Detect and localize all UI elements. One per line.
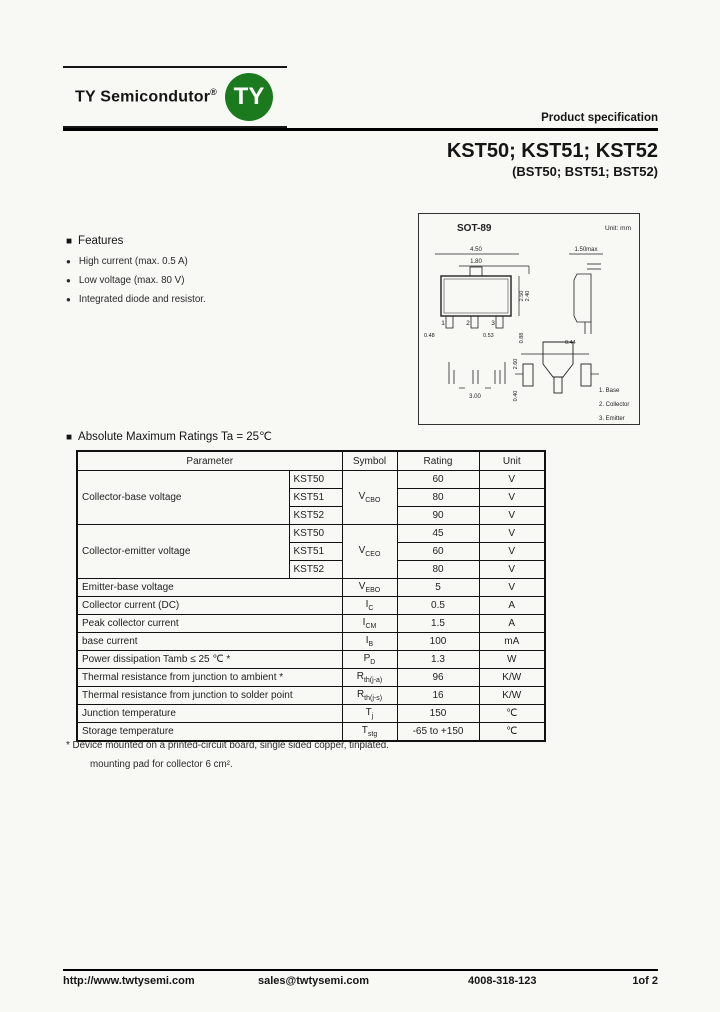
symbol-cell: $I_B$	[342, 633, 397, 651]
feature-item	[66, 290, 206, 309]
symbol-cell: $I_{CM}$	[342, 615, 397, 633]
col-header-unit: Unit	[479, 451, 545, 471]
unit-cell: V	[479, 525, 545, 543]
dim-stand-off: 0.88	[519, 332, 525, 344]
brand-logo-icon: TY	[225, 73, 273, 121]
feature-text: High current (max. 0.5 A)	[78, 256, 188, 267]
symbol-cell: $R_{th(j-s)}$	[342, 687, 397, 705]
header-divider	[63, 128, 658, 131]
symbol-cell: $V_{CBO}$	[342, 471, 397, 525]
brand-logo-box	[63, 66, 287, 128]
dim-pad-width: 0.40	[513, 390, 519, 402]
col-header-parameter: Parameter	[77, 451, 342, 471]
footer-page-number: 1of 2	[632, 975, 658, 987]
variant-cell: KST50	[289, 471, 342, 489]
emitter-pad	[581, 364, 591, 386]
page-title: KST50; KST51; KST52	[446, 140, 658, 162]
table-row	[77, 597, 545, 615]
rating-cell: 0.5	[397, 597, 479, 615]
rating-cell: 80	[397, 489, 479, 507]
brand-name: TY Semicondutor®	[75, 87, 218, 106]
footer-email: sales@twtysemi.com	[258, 975, 369, 987]
footer-phone: 4008-318-123	[468, 975, 537, 987]
legend-collector: 2. Collector	[599, 402, 630, 408]
package-drawing	[419, 214, 639, 424]
rating-cell: 100	[397, 633, 479, 651]
variant-cell: KST51	[289, 543, 342, 561]
table-row	[77, 525, 545, 543]
features-heading: ■ Features	[66, 235, 124, 247]
symbol-cell: $V_{EBO}$	[342, 579, 397, 597]
parameter-cell: base current	[77, 633, 342, 651]
footnote-line-1: * Device mounted on a printed-circuit board, single sided copper, tinplated.	[66, 740, 389, 751]
unit-cell: V	[479, 471, 545, 489]
rating-cell: 80	[397, 561, 479, 579]
footer-divider	[63, 969, 658, 971]
package-body	[441, 276, 511, 316]
bullet-icon: ●	[66, 257, 71, 266]
parameter-cell: Emitter-base voltage	[77, 579, 342, 597]
page-subtitle: (BST50; BST51; BST52)	[512, 164, 658, 179]
parameter-cell: Storage temperature	[77, 723, 342, 742]
product-spec-label: Product specification	[541, 112, 658, 124]
dim-pad-height: 2.60	[513, 358, 519, 370]
ratings-heading: ■ Absolute Maximum Ratings Ta = 25℃	[66, 431, 272, 443]
symbol-cell: $T_j$	[342, 705, 397, 723]
pin-1-label: 1	[441, 320, 445, 327]
parameter-cell: Collector-emitter voltage	[77, 525, 289, 579]
rating-cell: 1.3	[397, 651, 479, 669]
symbol-cell: $V_{CEO}$	[342, 525, 397, 579]
dim-tab-width: 1.80	[470, 259, 482, 265]
rating-cell: 60	[397, 471, 479, 489]
rating-cell: 16	[397, 687, 479, 705]
unit-cell: V	[479, 489, 545, 507]
dim-lead-width-center: 0.53	[483, 333, 494, 339]
table-row	[77, 669, 545, 687]
collector-pad-shape	[543, 342, 573, 377]
col-header-symbol: Symbol	[342, 451, 397, 471]
feature-item	[66, 252, 206, 271]
bullet-icon: ●	[66, 276, 71, 285]
feature-text: Integrated diode and resistor.	[78, 294, 206, 305]
dim-body-height: 2.50	[519, 290, 525, 302]
package-lead-2	[471, 316, 478, 328]
dim-body-width: 4.50	[470, 247, 482, 253]
symbol-cell: $I_C$	[342, 597, 397, 615]
unit-cell: ℃	[479, 723, 545, 742]
pin-2-label: 2	[466, 320, 470, 327]
col-header-rating: Rating	[397, 451, 479, 471]
table-row	[77, 471, 545, 489]
unit-cell: mA	[479, 633, 545, 651]
dim-side-thickness: 1.50max	[574, 247, 598, 253]
registered-mark: ®	[210, 87, 218, 98]
unit-cell: A	[479, 597, 545, 615]
ratings-table	[76, 450, 546, 742]
unit-cell: V	[479, 543, 545, 561]
parameter-cell: Peak collector current	[77, 615, 342, 633]
unit-cell: K/W	[479, 687, 545, 705]
table-row	[77, 579, 545, 597]
rating-cell: 96	[397, 669, 479, 687]
table-row	[77, 633, 545, 651]
pin-3-label: 3	[491, 320, 495, 327]
table-row	[77, 687, 545, 705]
table-row	[77, 705, 545, 723]
parameter-cell: Thermal resistance from junction to solder point	[77, 687, 342, 705]
square-marker-icon: ■	[66, 432, 73, 443]
table-header-row	[77, 451, 545, 471]
dim-lead-thickness: 0.44	[565, 340, 576, 346]
footer-website: http://www.twtysemi.com	[63, 975, 195, 987]
feature-item	[66, 271, 206, 290]
dim-lead-span: 3.00	[469, 394, 481, 400]
parameter-cell: Collector current (DC)	[77, 597, 342, 615]
side-view-body	[574, 274, 591, 322]
parameter-cell: Collector-base voltage	[77, 471, 289, 525]
bullet-icon: ●	[66, 295, 71, 304]
pad-stem	[554, 377, 562, 393]
package-name: SOT-89	[457, 223, 492, 234]
rating-cell: 5	[397, 579, 479, 597]
package-lead-1	[446, 316, 453, 328]
parameter-cell: Thermal resistance from junction to ambient *	[77, 669, 342, 687]
table-row	[77, 651, 545, 669]
unit-cell: W	[479, 651, 545, 669]
table-footnote	[66, 736, 389, 774]
variant-cell: KST50	[289, 525, 342, 543]
rating-cell: -65 to +150	[397, 723, 479, 742]
unit-cell: K/W	[479, 669, 545, 687]
legend-emitter: 3. Emitter	[599, 416, 625, 422]
unit-cell: V	[479, 579, 545, 597]
feature-text: Low voltage (max. 80 V)	[78, 275, 185, 286]
legend-base: 1. Base	[599, 388, 620, 394]
dim-lead-width-outer: 0.48	[424, 333, 435, 339]
unit-cell: V	[479, 561, 545, 579]
rating-cell: 90	[397, 507, 479, 525]
package-body-inner	[444, 279, 508, 313]
variant-cell: KST51	[289, 489, 342, 507]
square-marker-icon: ■	[66, 236, 73, 247]
table-row	[77, 615, 545, 633]
base-pad	[523, 364, 533, 386]
unit-cell: A	[479, 615, 545, 633]
unit-cell: V	[479, 507, 545, 525]
symbol-cell: $R_{th(j-a)}$	[342, 669, 397, 687]
features-list	[66, 252, 206, 309]
variant-cell: KST52	[289, 507, 342, 525]
unit-cell: ℃	[479, 705, 545, 723]
package-unit-label: Unit: mm	[605, 225, 631, 232]
symbol-cell: $T_{stg}$	[342, 723, 397, 742]
symbol-cell: $P_D$	[342, 651, 397, 669]
rating-cell: 60	[397, 543, 479, 561]
rating-cell: 150	[397, 705, 479, 723]
dim-body-height-min: 2.40	[525, 290, 531, 302]
package-tab	[470, 267, 482, 276]
rating-cell: 45	[397, 525, 479, 543]
footnote-line-2: mounting pad for collector 6 cm².	[90, 759, 233, 770]
rating-cell: 1.5	[397, 615, 479, 633]
package-outline-box	[418, 213, 640, 425]
variant-cell: KST52	[289, 561, 342, 579]
package-lead-3	[496, 316, 503, 328]
parameter-cell: Junction temperature	[77, 705, 342, 723]
parameter-cell: Power dissipation Tamb ≤ 25 ℃ *	[77, 651, 342, 669]
